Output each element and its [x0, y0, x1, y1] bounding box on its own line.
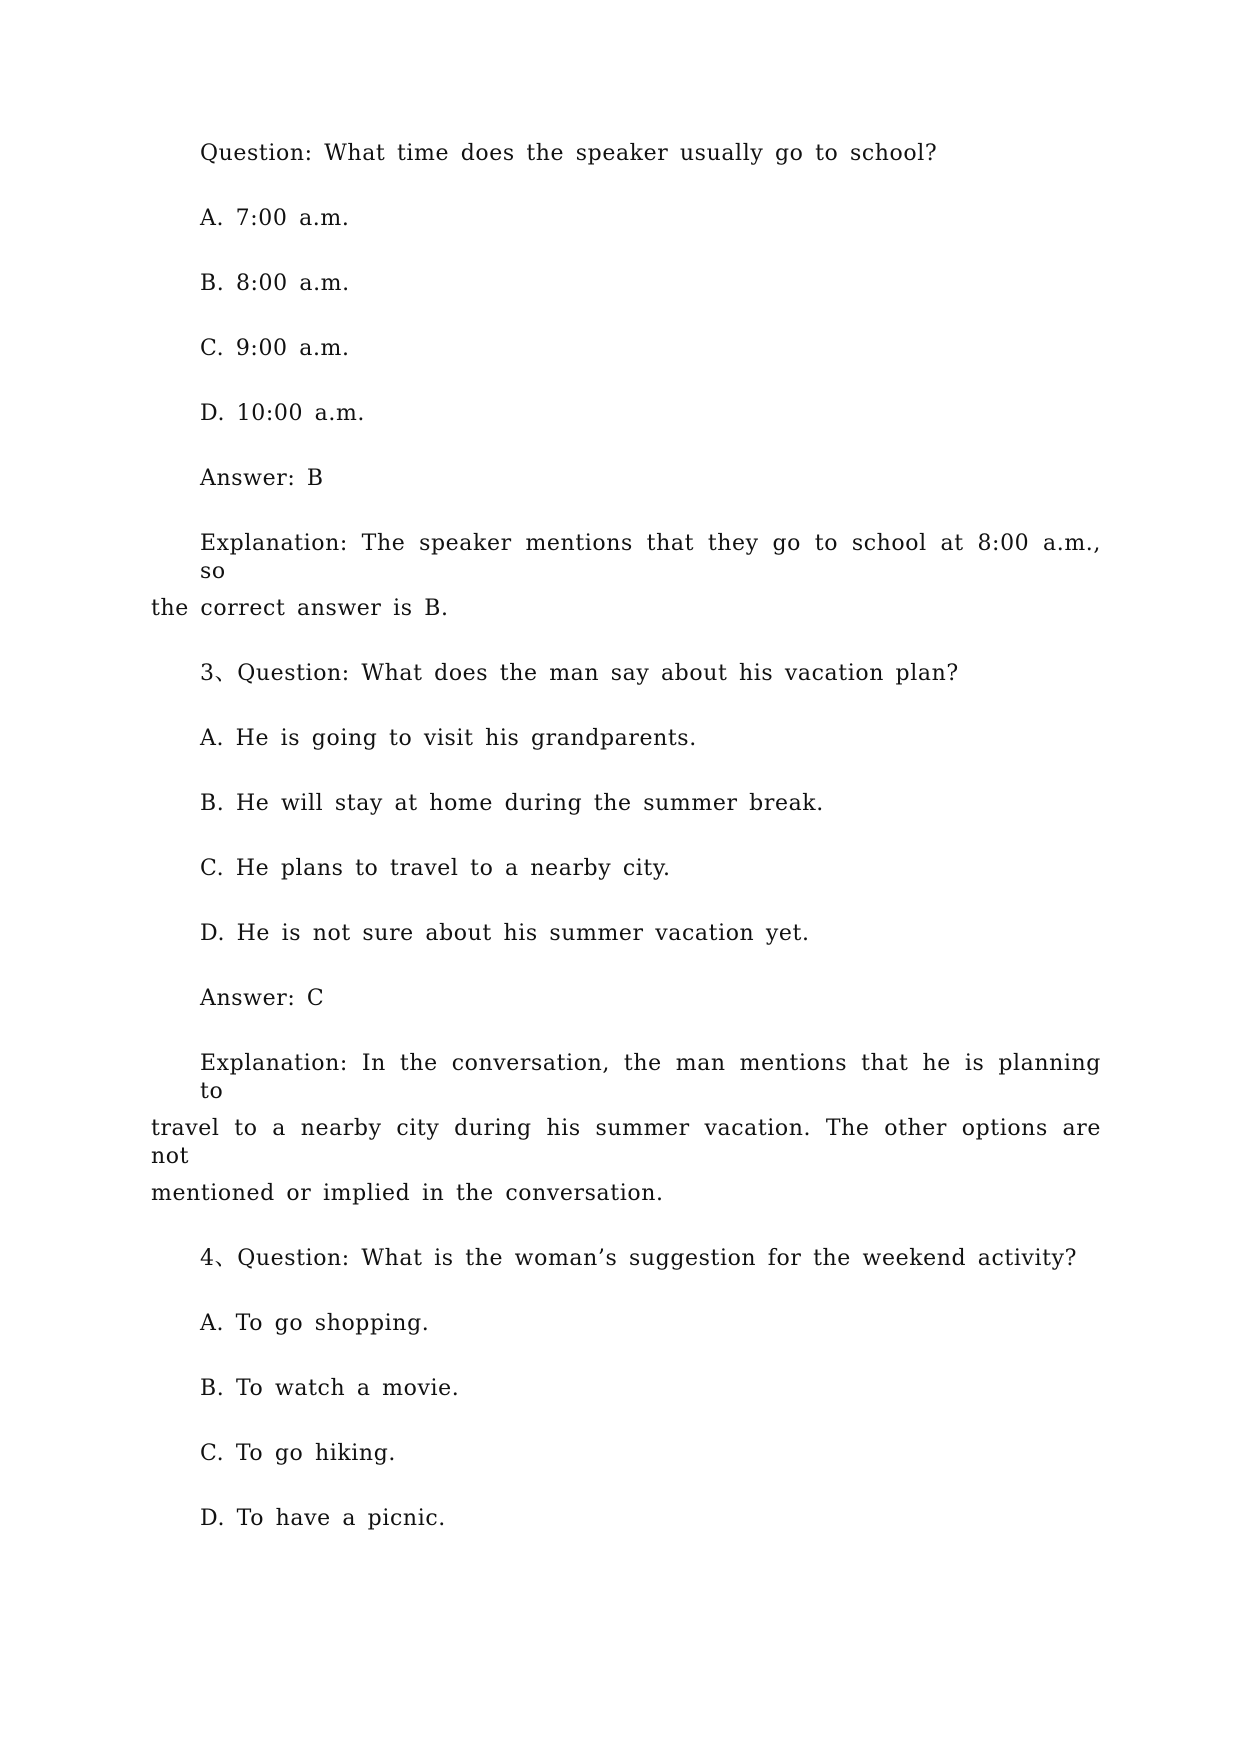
explanation-line: mentioned or implied in the conversation.	[151, 1181, 664, 1206]
option-c: C. He plans to travel to a nearby city.	[200, 856, 671, 881]
option-a: A. He is going to visit his grandparents.	[200, 726, 697, 751]
option-d: D. 10:00 a.m.	[200, 401, 365, 426]
option-a: A. 7:00 a.m.	[200, 206, 350, 231]
question-text: Question: What time does the speaker usually go to school?	[200, 141, 938, 166]
option-b: B. To watch a movie.	[200, 1376, 460, 1401]
explanation-line: Explanation: The speaker mentions that they go to school at 8:00 a.m., so	[200, 531, 1101, 584]
question-text: 4、Question: What is the woman’s suggestion for the weekend activity?	[200, 1246, 1078, 1271]
answer-text: Answer: C	[200, 986, 325, 1011]
answer-text: Answer: B	[200, 466, 324, 491]
option-d: D. To have a picnic.	[200, 1506, 446, 1531]
explanation-line: Explanation: In the conversation, the man mentions that he is planning to	[200, 1051, 1101, 1104]
explanation-line: the correct answer is B.	[151, 596, 449, 621]
option-b: B. He will stay at home during the summer break.	[200, 791, 824, 816]
document-page	[151, 140, 1101, 1570]
question-text: 3、Question: What does the man say about his vacation plan?	[200, 661, 959, 686]
option-b: B. 8:00 a.m.	[200, 271, 350, 296]
explanation-line: travel to a nearby city during his summer vacation. The other options are not	[151, 1116, 1101, 1169]
option-d: D. He is not sure about his summer vacation yet.	[200, 921, 810, 946]
option-a: A. To go shopping.	[200, 1311, 430, 1336]
option-c: C. 9:00 a.m.	[200, 336, 350, 361]
option-c: C. To go hiking.	[200, 1441, 396, 1466]
